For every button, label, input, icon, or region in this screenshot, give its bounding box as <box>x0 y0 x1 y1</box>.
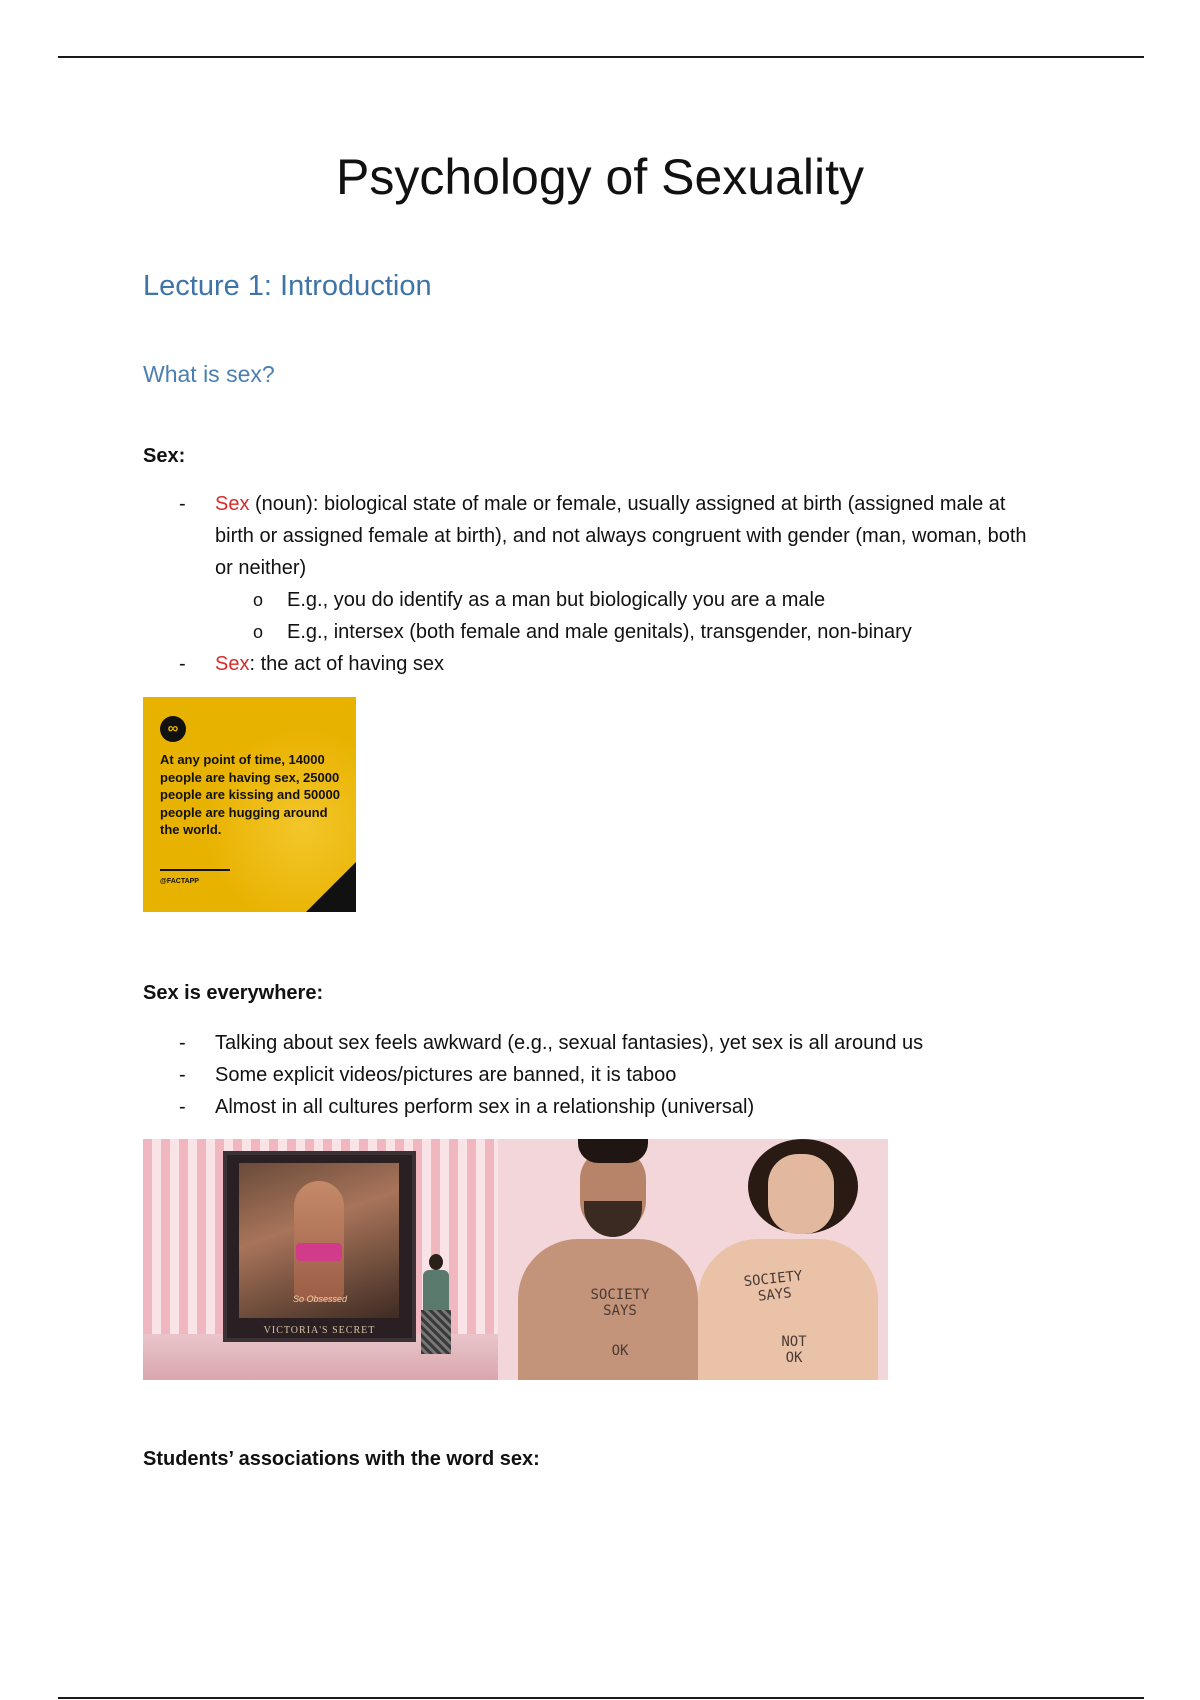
list-item-text: Some explicit videos/pictures are banned, it is taboo <box>215 1064 677 1086</box>
woman-figure <box>698 1139 888 1380</box>
circle-bullet-icon: o <box>253 590 264 610</box>
divider <box>160 869 230 871</box>
dash-bullet-icon: - <box>179 653 186 675</box>
dash-bullet-icon: - <box>179 1096 186 1118</box>
passerby-figure <box>421 1254 451 1364</box>
body-text-photo <box>498 1139 888 1380</box>
photo-strip <box>143 1139 888 1380</box>
list-item <box>143 488 1043 648</box>
bottom-rule <box>58 1697 1144 1699</box>
list-item <box>143 1091 1043 1123</box>
person-body <box>423 1270 449 1312</box>
model-figure <box>294 1181 344 1301</box>
top-rule <box>58 56 1144 58</box>
sub-list-item <box>215 584 1043 616</box>
term-sex: Sex <box>215 653 250 675</box>
section-heading: What is sex? <box>143 361 275 387</box>
definition-text: : the act of having sex <box>249 653 445 675</box>
sub-item-text: E.g., you do identify as a man but biologically you are a male <box>287 589 826 611</box>
list-item-text: Almost in all cultures perform sex in a relationship (universal) <box>215 1096 755 1118</box>
fact-handle: @FACTAPP <box>160 878 199 885</box>
man-hair <box>578 1139 648 1163</box>
list-item <box>143 1059 1043 1091</box>
dash-bullet-icon: - <box>179 493 186 515</box>
dash-bullet-icon: - <box>179 1032 186 1054</box>
poster <box>239 1163 399 1318</box>
poster-frame <box>223 1151 416 1342</box>
person-skirt <box>421 1310 451 1354</box>
store-window-photo <box>143 1139 498 1380</box>
list-item-text: Talking about sex feels awkward (e.g., sexual fantasies), yet sex is all around us <box>215 1032 924 1054</box>
man-figure <box>508 1139 698 1380</box>
everywhere-list <box>143 1027 1043 1123</box>
associations-label: Students’ associations with the word sex: <box>143 1448 540 1470</box>
man-body-text-bottom: OK <box>611 1343 629 1359</box>
store-name: VICTORIA'S SECRET <box>263 1325 376 1336</box>
definition-text: (noun): biological state of male or female, usually assigned at birth (assigned male at birth or assigned female at birth), and not always congruent with gender (man, woman, both or neither) <box>215 493 1027 579</box>
corner-triangle <box>306 862 356 912</box>
woman-body-text-top: SOCIETY SAYS <box>742 1268 804 1305</box>
term-sex: Sex <box>215 493 250 515</box>
page-title: Psychology of Sexuality <box>335 149 865 205</box>
sex-definition-list <box>143 488 1043 680</box>
woman-body-text-bottom: NOT OK <box>781 1334 807 1366</box>
list-item <box>143 648 1043 680</box>
sub-list <box>215 584 1043 648</box>
poster-text: So Obsessed <box>293 1294 348 1304</box>
everywhere-label: Sex is everywhere: <box>143 982 324 1004</box>
dash-bullet-icon: - <box>179 1064 186 1086</box>
woman-face <box>768 1154 834 1234</box>
fact-image <box>143 697 356 912</box>
list-item <box>143 1027 1043 1059</box>
man-beard <box>584 1201 642 1237</box>
circle-bullet-icon: o <box>253 622 264 642</box>
sub-list-item <box>215 616 1043 648</box>
sub-item-text: E.g., intersex (both female and male genitals), transgender, non-binary <box>287 621 912 643</box>
link-icon: ∞ <box>160 716 186 742</box>
sex-label: Sex: <box>143 445 186 467</box>
lecture-heading: Lecture 1: Introduction <box>143 270 432 302</box>
model-top <box>296 1243 342 1261</box>
fact-text: At any point of time, 14000 people are having sex, 25000 people are kissing and 50000 people are hugging around the world. <box>160 752 340 837</box>
person-head <box>429 1254 443 1270</box>
man-body-text-top: SOCIETY SAYS <box>590 1287 650 1319</box>
